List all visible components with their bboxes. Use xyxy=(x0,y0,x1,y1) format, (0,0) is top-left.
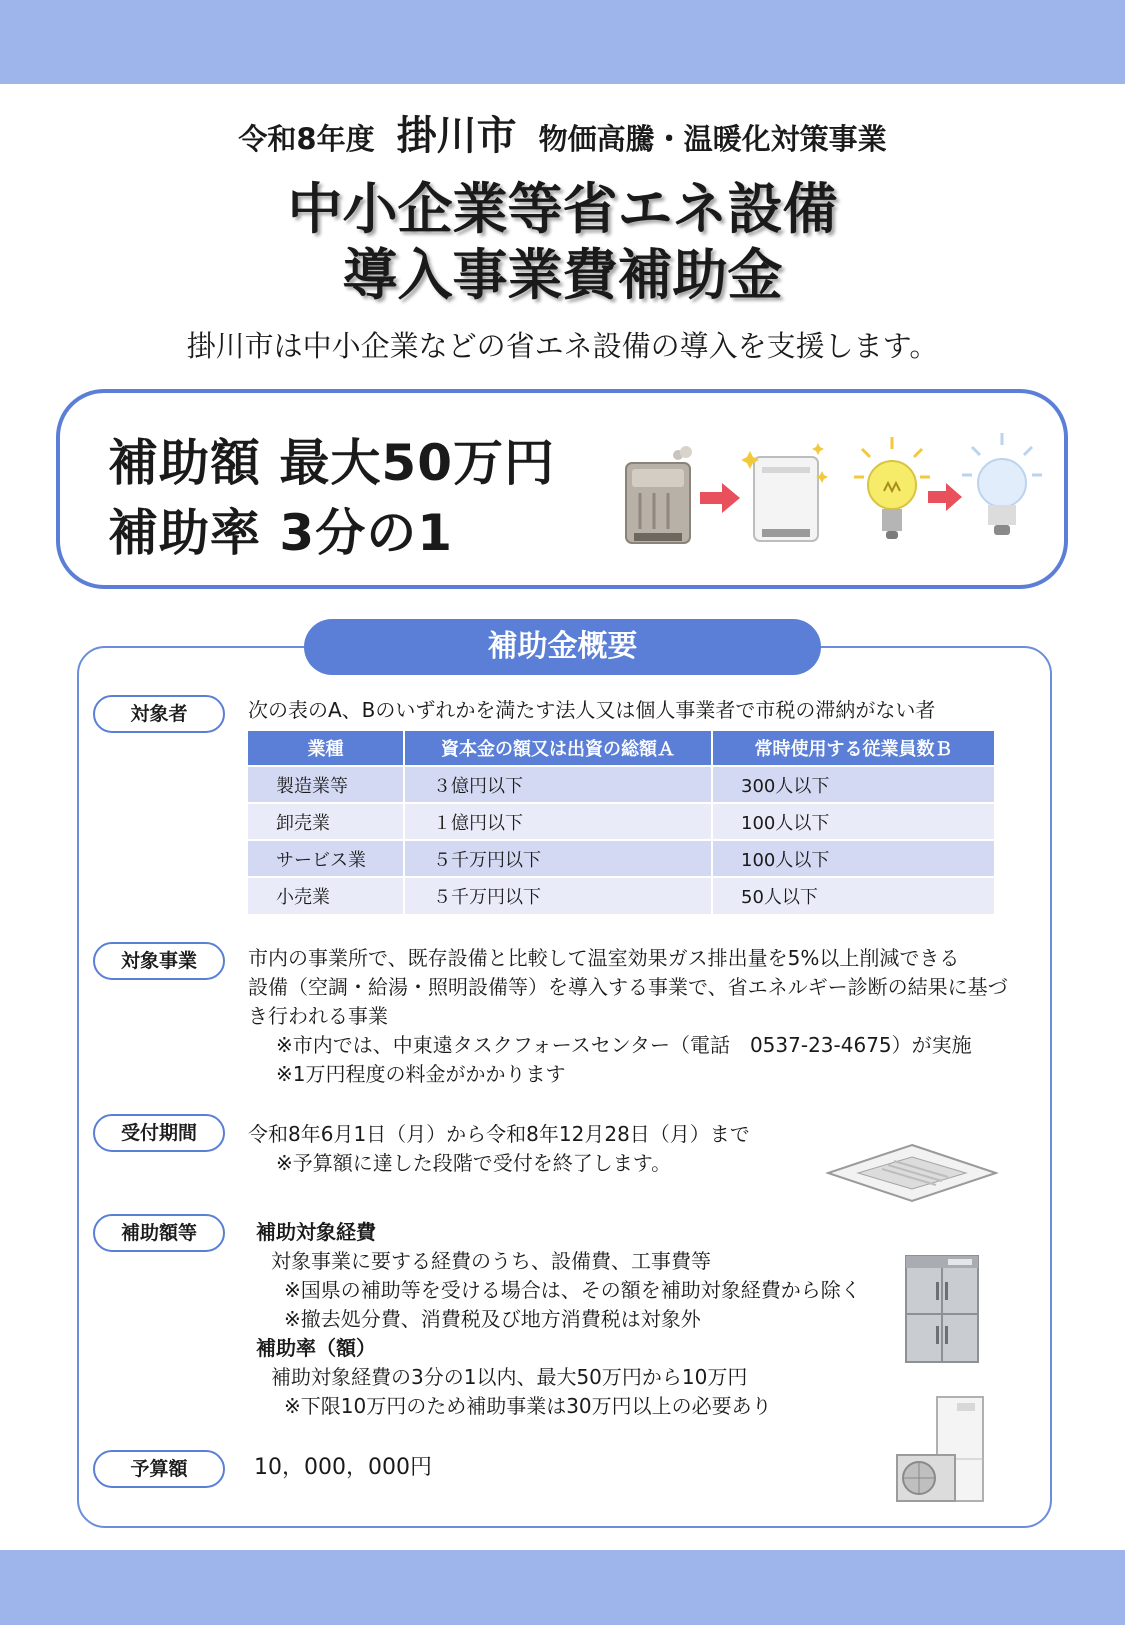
period-note: ※予算額に達した段階で受付を終了します。 xyxy=(276,1151,672,1175)
project-text-line: 設備（空調・給湯・照明設備等）を導入する事業で、省エネルギー診断の結果に基づ xyxy=(248,975,1008,999)
project-note: ※市内では、中東遠タスクフォースセンター（電話 0537-23-4675）が実施 xyxy=(276,1033,972,1057)
overview-title: 補助金概要 xyxy=(304,619,821,675)
ceiling-aircon-icon xyxy=(826,1143,998,1203)
target-text: 次の表のA、Bのいずれかを満たす法人又は個人事業者で市税の滞納がない者 xyxy=(248,698,936,722)
top-band xyxy=(0,0,1125,84)
arrow-right-icon xyxy=(700,483,740,513)
table-cell: ５千万円以下 xyxy=(404,877,712,914)
table-header: 常時使用する従業員数Ｂ xyxy=(712,731,994,766)
header-era: 令和8年度 xyxy=(238,122,375,156)
water-heater-old-icon xyxy=(620,457,696,549)
header-project: 物価高騰・温暖化対策事業 xyxy=(538,122,887,156)
label-amount: 補助額等 xyxy=(93,1214,225,1252)
highlight-amount: 補助額 最大50万円 xyxy=(108,434,555,492)
main-title-line2: 導入事業費補助金 xyxy=(342,243,783,307)
lead-text: 掛川市は中小企業などの省エネ設備の導入を支援します。 xyxy=(186,329,939,363)
amount-note: ※国県の補助等を受ける場合は、その額を補助対象経費から除く xyxy=(284,1278,861,1302)
rate-note: ※下限10万円のため補助事業は30万円以上の必要あり xyxy=(284,1394,772,1418)
amount-note: ※撤去処分費、消費税及び地方消費税は対象外 xyxy=(284,1307,701,1331)
header-line xyxy=(0,104,1125,161)
water-heater-new-icon xyxy=(742,443,830,549)
project-note: ※1万円程度の料金がかかります xyxy=(276,1062,566,1086)
period-text: 令和8年6月1日（月）から令和8年12月28日（月）まで xyxy=(248,1122,750,1146)
heat-pump-icon xyxy=(893,1393,987,1505)
table-row xyxy=(248,803,994,840)
rate-heading: 補助率（額） xyxy=(256,1336,376,1360)
table-cell: 300人以下 xyxy=(712,766,994,803)
header-city: 掛川市 xyxy=(396,113,517,159)
table-cell: 小売業 xyxy=(248,877,404,914)
amount-heading: 補助対象経費 xyxy=(256,1220,376,1244)
dust-icon xyxy=(672,445,694,461)
highlight-box xyxy=(56,389,1068,589)
table-cell: 100人以下 xyxy=(712,840,994,877)
table-header-row xyxy=(248,731,994,766)
table-row xyxy=(248,840,994,877)
table-cell: サービス業 xyxy=(248,840,404,877)
incandescent-bulb-icon xyxy=(852,435,932,545)
label-project: 対象事業 xyxy=(93,942,225,980)
highlight-rate: 補助率 3分の1 xyxy=(108,504,453,562)
table-header: 業種 xyxy=(248,731,404,766)
project-text-line: き行われる事業 xyxy=(248,1004,388,1028)
budget-value: 10，000，000円 xyxy=(254,1455,432,1480)
table-row xyxy=(248,766,994,803)
table-cell: 50人以下 xyxy=(712,877,994,914)
table-cell: 製造業等 xyxy=(248,766,404,803)
amount-text: 対象事業に要する経費のうち、設備費、工事費等 xyxy=(271,1249,711,1273)
table-cell: ５千万円以下 xyxy=(404,840,712,877)
target-table xyxy=(248,731,994,914)
rate-text: 補助対象経費の3分の1以内、最大50万円から10万円 xyxy=(271,1365,748,1389)
led-bulb-icon xyxy=(960,431,1044,543)
table-cell: １億円以下 xyxy=(404,803,712,840)
project-text-line: 市内の事業所で、既存設備と比較して温室効果ガス排出量を5%以上削減できる xyxy=(248,946,960,970)
commercial-fridge-icon xyxy=(904,1254,980,1366)
label-period: 受付期間 xyxy=(93,1114,225,1152)
table-cell: 100人以下 xyxy=(712,803,994,840)
table-cell: 卸売業 xyxy=(248,803,404,840)
table-header: 資本金の額又は出資の総額Ａ xyxy=(404,731,712,766)
bottom-band xyxy=(0,1550,1125,1625)
table-row xyxy=(248,877,994,914)
main-title-line1: 中小企業等省エネ設備 xyxy=(287,177,838,241)
label-target: 対象者 xyxy=(93,695,225,733)
label-budget: 予算額 xyxy=(93,1450,225,1488)
arrow-right-icon xyxy=(928,483,962,511)
table-cell: ３億円以下 xyxy=(404,766,712,803)
